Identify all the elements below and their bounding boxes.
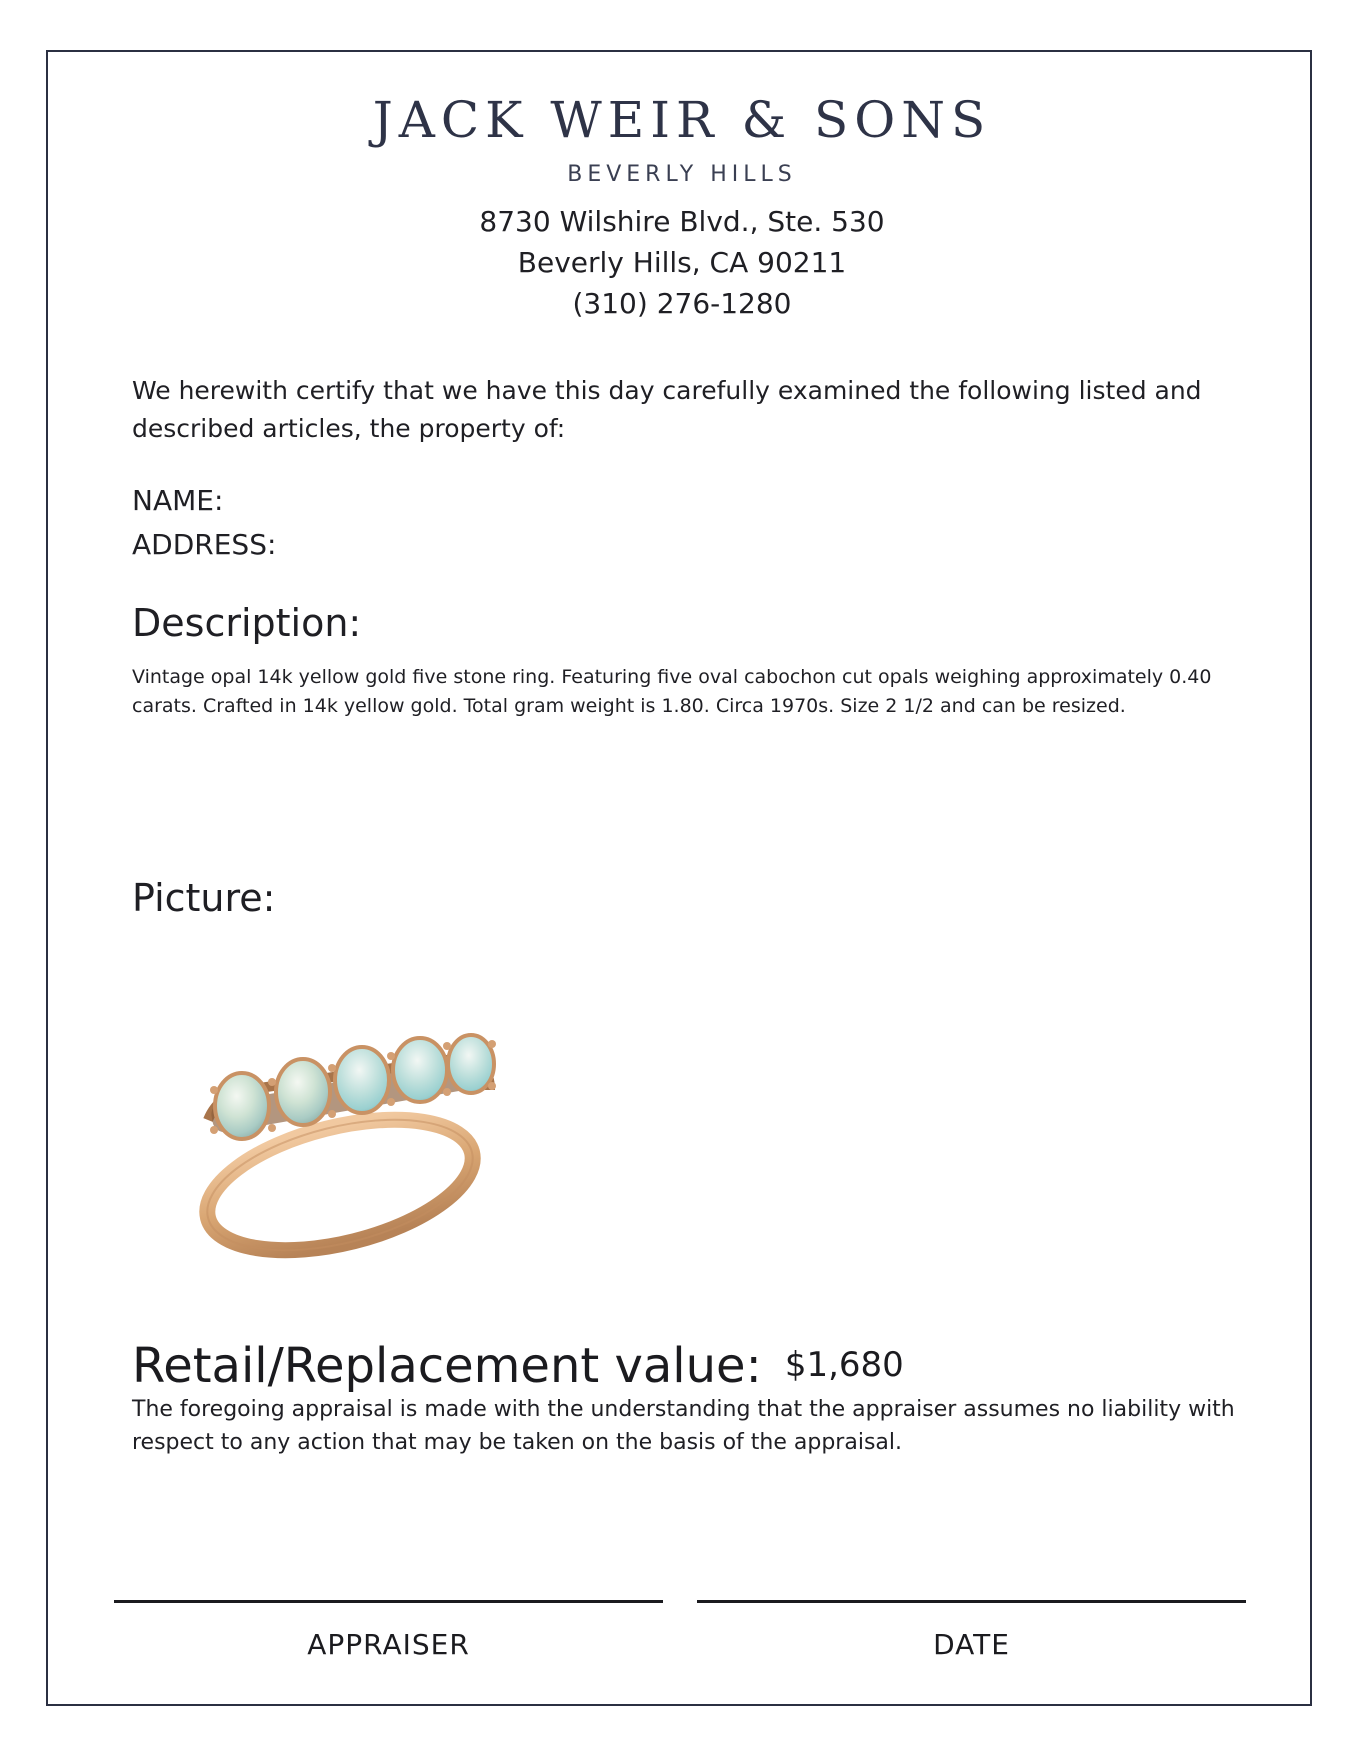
address-line-2: Beverly Hills, CA 90211 [517, 246, 847, 279]
brand-location: BEVERLY HILLS [567, 162, 797, 187]
date-signature-line [697, 1600, 1246, 1603]
ring-photo [190, 1010, 550, 1280]
retail-value-row [132, 1336, 904, 1396]
description-heading: Description: [132, 601, 362, 645]
name-label: NAME: [132, 484, 224, 517]
address-line-1: 8730 Wilshire Blvd., Ste. 530 [479, 205, 885, 238]
date-label: DATE [933, 1628, 1010, 1661]
appraiser-signature-line [114, 1600, 663, 1603]
appraisal-disclaimer: The foregoing appraisal is made with the understanding that the appraiser assumes no liability with respect to any action that may be taken on the basis of the appraisal. [132, 1397, 1235, 1455]
certification-statement: We herewith certify that we have this day carefully examined the following listed and described articles, the property of: [132, 376, 1202, 443]
retail-value-label: Retail/Replacement value: [132, 1338, 762, 1394]
picture-heading: Picture: [132, 876, 276, 920]
address-label: ADDRESS: [132, 528, 277, 561]
appraiser-label: APPRAISER [307, 1628, 470, 1661]
description-text: Vintage opal 14k yellow gold five stone ring. Featuring five oval cabochon cut opals weighing approximately 0.40 carats. Crafted in 14k yellow gold. Total gram weight is 1.80. Circa 1970s. Size 2 1/2 and can be resized. [132, 666, 1212, 717]
retail-value-amount: $1,680 [784, 1345, 904, 1385]
phone-number: (310) 276-1280 [572, 287, 792, 320]
brand-name: JACK WEIR & SONS [372, 91, 992, 149]
